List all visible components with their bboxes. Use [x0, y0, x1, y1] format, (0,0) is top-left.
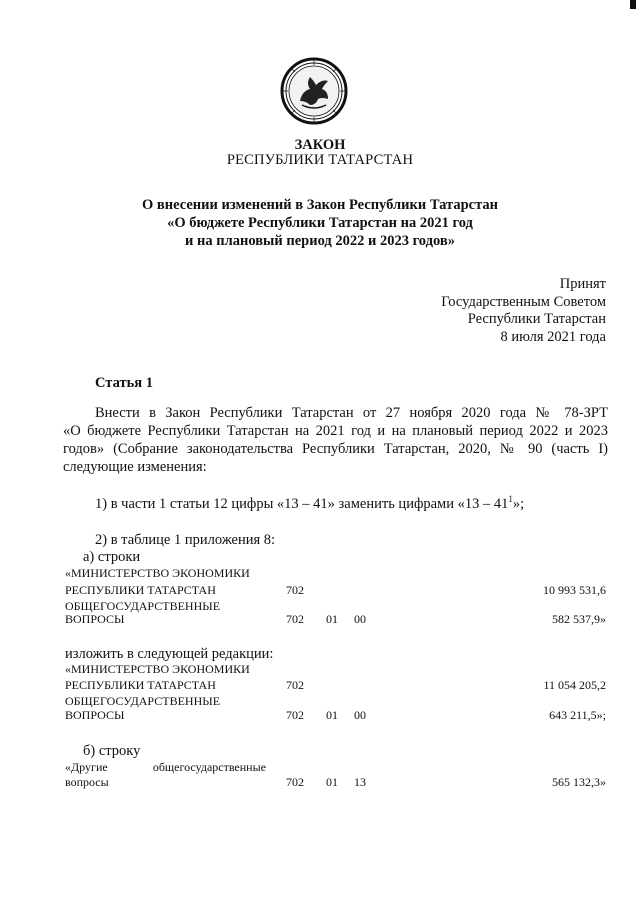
subitem-b: б) строку [83, 743, 141, 759]
row-name-part: «Другие [65, 760, 108, 774]
row-name: ОБЩЕГОСУДАРСТВЕННЫЕ [65, 694, 221, 708]
table-row [0, 678, 640, 695]
table-row [0, 662, 640, 679]
list-item-1 [95, 494, 524, 513]
edition-text: изложить в следующей редакции: [65, 646, 274, 662]
adoption-line: Принят [559, 276, 606, 292]
row-rz: 01 [326, 708, 338, 722]
row-pr: 13 [354, 775, 366, 789]
row-pr: 00 [354, 708, 366, 722]
row-ved: 702 [286, 708, 304, 722]
paragraph-line: следующие изменения: [63, 459, 207, 475]
row-name: «МИНИСТЕРСТВО ЭКОНОМИКИ [65, 662, 250, 676]
table-row [0, 775, 640, 792]
row-rz: 01 [326, 612, 338, 626]
law-heading [120, 196, 520, 250]
adoption-line: Государственным Советом [441, 293, 606, 310]
row-name: «МИНИСТЕРСТВО ЭКОНОМИКИ [65, 566, 250, 580]
item-text: 1) в части 1 статьи 12 цифры «13 – 41» заменить цифрами «13 – 41 [95, 495, 509, 512]
law-subtitle: РЕСПУБЛИКИ ТАТАРСТАН [226, 152, 414, 168]
row-name-part: общегосударственные [152, 760, 266, 774]
article-heading: Статья 1 [95, 375, 153, 391]
row-name: РЕСПУБЛИКИ ТАТАРСТАН [65, 678, 216, 692]
row-sum: 11 054 205,2 [543, 678, 606, 692]
superscript: 1 [508, 494, 513, 504]
paragraph-line: Внести в Закон Республики Татарстан от 27 ноября 2020 года № 78-ЗРТ [95, 405, 608, 421]
row-name: ОБЩЕГОСУДАРСТВЕННЫЕ [65, 599, 221, 613]
row-name [65, 760, 266, 775]
scan-corner-mark [630, 0, 636, 9]
intro-paragraph [63, 404, 608, 476]
law-title: ЗАКОН [294, 137, 346, 153]
paragraph-line: «О бюджете Республики Татарстан на 2021 год и на плановый период 2022 и 2023 [63, 423, 608, 439]
row-name: РЕСПУБЛИКИ ТАТАРСТАН [65, 583, 216, 597]
row-pr: 00 [354, 612, 366, 626]
row-name: вопросы [65, 775, 109, 789]
heading-line: О внесении изменений в Закон Республики Татарстан [142, 197, 498, 213]
table-row [0, 566, 640, 583]
row-sum: 643 211,5»; [549, 708, 606, 722]
heading-line: и на плановый период 2022 и 2023 годов» [185, 233, 455, 249]
subitem-a: а) строки [83, 549, 141, 565]
adoption-date: 8 июля 2021 года [500, 328, 606, 345]
row-rz: 01 [326, 775, 338, 789]
row-ved: 702 [286, 612, 304, 626]
paragraph-line: годов» (Собрание законодательства Республики Татарстан, 2020, № 90 (часть I) [63, 441, 608, 457]
adoption-block [441, 276, 606, 346]
row-ved: 702 [286, 775, 304, 789]
heading-line: «О бюджете Республики Татарстан на 2021 год [167, 215, 473, 231]
list-item-2: 2) в таблице 1 приложения 8: [95, 532, 276, 548]
table-row [0, 612, 640, 629]
table-row [0, 583, 640, 600]
row-name: ВОПРОСЫ [65, 612, 125, 626]
row-sum: 10 993 531,6 [543, 583, 606, 597]
row-sum: 582 537,9» [552, 612, 606, 626]
item-tail: »; [512, 495, 525, 512]
adoption-line: Республики Татарстан [467, 311, 606, 327]
row-sum: 565 132,3» [552, 775, 606, 789]
row-name: ВОПРОСЫ [65, 708, 125, 722]
coat-of-arms-emblem [280, 57, 348, 125]
row-ved: 702 [286, 583, 304, 597]
row-ved: 702 [286, 678, 304, 692]
table-row [0, 708, 640, 725]
